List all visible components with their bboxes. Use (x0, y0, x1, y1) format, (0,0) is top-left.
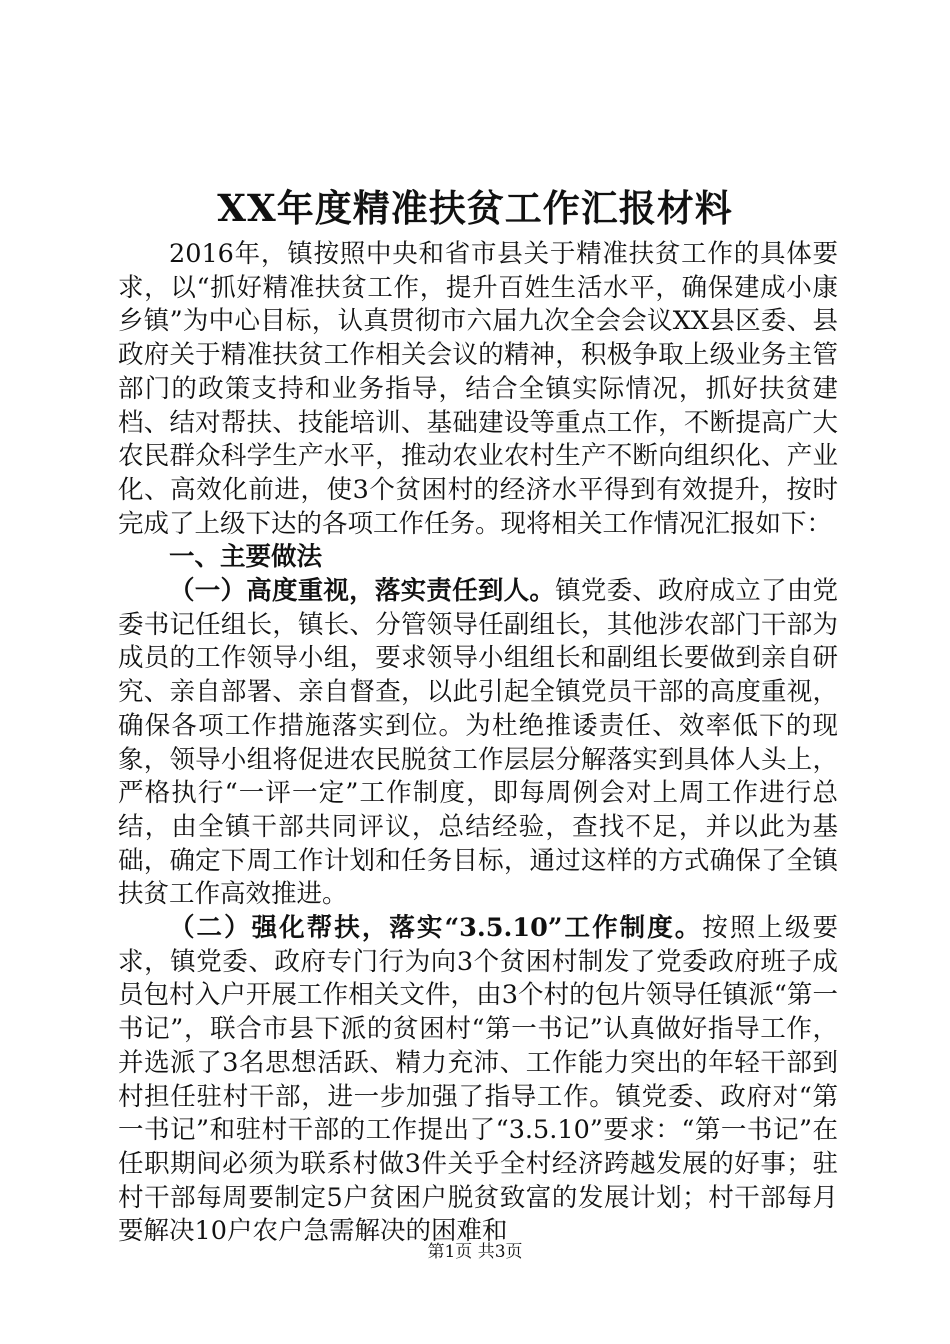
document-title: XX年度精准扶贫工作汇报材料 (217, 186, 733, 230)
subsection-2-paragraph (118, 912, 838, 1249)
document-body (118, 238, 838, 1249)
page-footer: 第1页 共3页 (427, 1242, 523, 1262)
subsection-1-lead: （一）高度重视，落实责任到人。 (169, 576, 556, 607)
subsection-2-lead: （二）强化帮扶，落实“3.5.10”工作制度。 (169, 913, 703, 944)
subsection-1-text: 镇党委、政府成立了由党委书记任组长，镇长、分管领导任副组长，其他涉农部门干部为成员的工作领导小组，要求领导小组组长和副组长要做到亲自研究、亲自部署、亲自督查，以此引起全镇党员干部的高度重视，确保各项工作措施落实到位。为杜绝推诿责任、效率低下的现象，领导小组将促进农民脱贫工作层层分解落实到具体人头上，严格执行“一评一定”工作制度，即每周例会对上周工作进行总结，由全镇干部共同评议，总结经验，查找不足，并以此为基础，确定下周工作计划和任务目标，通过这样的方式确保了全镇扶贫工作高效推进。 (118, 576, 838, 910)
intro-paragraph: 2016年，镇按照中央和省市县关于精准扶贫工作的具体要求，以“抓好精准扶贫工作，提升百姓生活水平，确保建成小康乡镇”为中心目标，认真贯彻市六届九次全会会议XX县区委、县政府关于精准扶贫工作相关会议的精神，积极争取上级业务主管部门的政策支持和业务指导，结合全镇实际情况，抓好扶贫建档、结对帮扶、技能培训、基础建设等重点工作，不断提高广大农民群众科学生产水平，推动农业农村生产不断向组织化、产业化、高效化前进，使3个贫困村的经济水平得到有效提升，按时完成了上级下达的各项工作任务。现将相关工作情况汇报如下： (118, 239, 838, 539)
subsection-1-paragraph (118, 575, 838, 912)
section-heading: 一、主要做法 (169, 542, 323, 573)
subsection-2-text: 按照上级要求，镇党委、政府专门行为向3个贫困村制发了党委政府班子成员包村入户开展工作相关文件，由3个村的包片领导任镇派“第一书记”，联合市县下派的贫困村“第一书记”认真做好指导工作，并选派了3名思想活跃、精力充沛、工作能力突出的年轻干部到村担任驻村干部，进一步加强了指导工作。镇党委、政府对“第一书记”和驻村干部的工作提出了“3.5.10”要求：“第一书记”在任职期间必须为联系村做3件关乎全村经济跨越发展的好事；驻村干部每周要制定5户贫困户脱贫致富的发展计划；村干部每月要解决10户农户急需解决的困难和 (118, 913, 838, 1247)
